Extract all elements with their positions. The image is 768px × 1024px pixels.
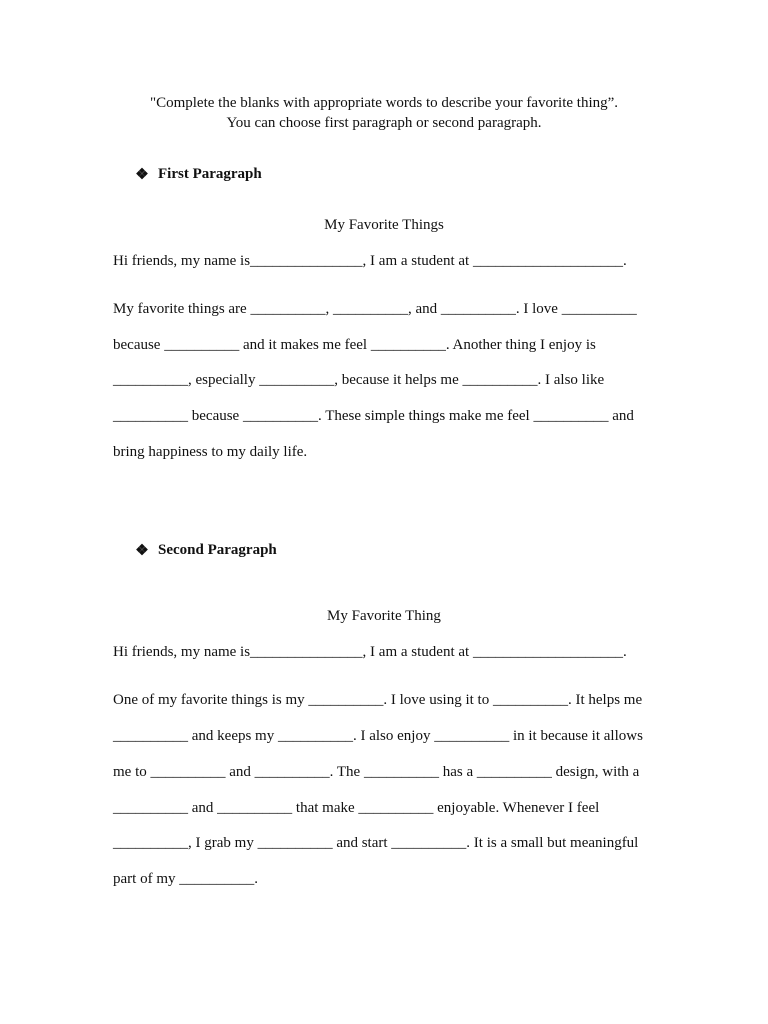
first-body-line-3: __________, especially __________, because it helps me __________. I also like: [113, 372, 605, 388]
first-intro-line: Hi friends, my name is_______________, I am a student at ____________________.: [113, 253, 627, 269]
second-body-line-5: __________, I grab my __________ and start __________. It is a small but meaningful: [113, 835, 639, 851]
second-paragraph-heading: [134, 541, 277, 560]
first-body-line-5: bring happiness to my daily life.: [113, 444, 308, 460]
first-body-line-2: because __________ and it makes me feel __________. Another thing I enjoy is: [113, 337, 596, 353]
instructions: [0, 93, 768, 133]
instructions-line-2: You can choose first paragraph or second paragraph.: [226, 115, 542, 131]
second-paragraph-title: My Favorite Thing: [327, 608, 441, 624]
first-body-line-1: My favorite things are __________, __________, and __________. I love __________: [113, 301, 637, 317]
second-body-line-6: part of my __________.: [113, 871, 258, 887]
instructions-line-1: "Complete the blanks with appropriate words to describe your favorite thing”.: [149, 95, 619, 111]
first-body-line-4: __________ because __________. These simple things make me feel __________ and: [113, 408, 634, 424]
second-intro-line: Hi friends, my name is_______________, I am a student at ____________________.: [113, 644, 627, 660]
second-body-line-1: One of my favorite things is my __________. I love using it to __________. It helps me: [113, 692, 643, 708]
second-paragraph-heading-label: Second Paragraph: [158, 542, 277, 558]
second-body-line-4: __________ and __________ that make __________ enjoyable. Whenever I feel: [113, 800, 600, 816]
first-paragraph-title: My Favorite Things: [324, 217, 444, 233]
second-body-line-3: me to __________ and __________. The __________ has a __________ design, with a: [113, 764, 640, 780]
second-body-line-2: __________ and keeps my __________. I also enjoy __________ in it because it allows: [113, 728, 643, 744]
first-paragraph-heading-label: First Paragraph: [158, 166, 262, 182]
four-diamond-bullet-icon: ❖: [135, 543, 149, 559]
first-paragraph-heading: [134, 165, 262, 184]
four-diamond-bullet-icon: ❖: [135, 167, 149, 183]
